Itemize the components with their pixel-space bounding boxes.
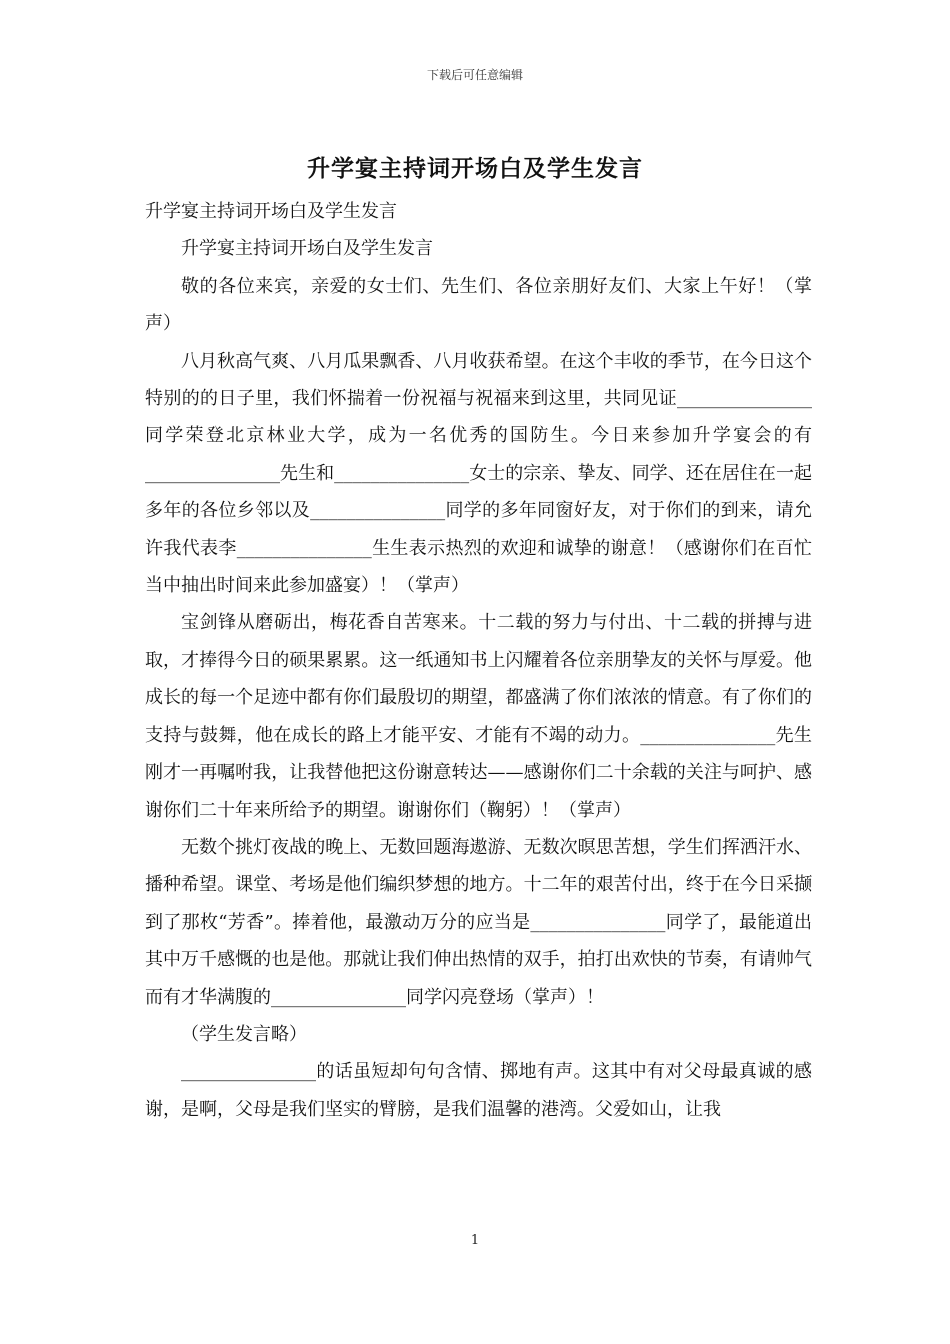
page-number: 1	[470, 1233, 480, 1248]
student-intro-paragraph: 无数个挑灯夜战的晚上、无数回题海遨游、无数次暝思苦想，学生们挥洒汗水、播种希望。课堂、考场是他们编织梦想的地方。十二年的艰苦付出，终于在今日采撷到了那枚“芳香”。捧着他，最激动万分的应当是_______________同学了，最能道出其中万千感慨的也是他。那就让我们伸出热情的双手，拍打出欢快的节奏，有请帅气而有才华满腹的_______________同学闪亮登场（掌声）！	[145, 836, 812, 1008]
document-title: 升学宴主持词开场白及学生发言	[307, 155, 643, 182]
page-header: 下载后可任意编辑	[426, 68, 523, 82]
subtitle-line-indented: 升学宴主持词开场白及学生发言	[181, 238, 433, 260]
closing-paragraph: _______________的话虽短却句句含情、掷地有声。这其中有对父母最真诚的感谢，是啊，父母是我们坚实的臂膀，是我们温馨的港湾。父爱如山，让我	[145, 1061, 812, 1120]
student-speech-note: （学生发言略）	[181, 1023, 307, 1045]
thanks-paragraph: 宝剑锋从磨砺出，梅花香自苦寒来。十二载的努力与付出、十二载的拼搏与进取，才捧得今日的硕果累累。这一纸通知书上闪耀着各位亲朋挚友的关怀与厚爱。他成长的每一个足迹中都有你们最殷切的期望，都盛满了你们浓浓的情意。有了你们的支持与鼓舞，他在成长的路上才能平安、才能有不竭的动力。_______________先生刚才一再嘱咐我，让我替他把这份谢意转达——感谢你们二十余载的关注与呵护、感谢你们二十年来所给予的期望。谢谢你们（鞠躬）！（掌声）	[145, 612, 812, 821]
opening-paragraph: 八月秋高气爽、八月瓜果飘香、八月收获希望。在这个丰收的季节，在今日这个特别的的日子里，我们怀揣着一份祝福与祝福来到这里，共同见证_______________同学荣登北京林业大学，成为一名优秀的国防生。今日来参加升学宴会的有_______________先生和_______________女士的宗亲、挚友、同学、还在居住在一起多年的各位乡邻以及_______________同学的多年同窗好友，对于你们的到来，请允许我代表李_______________生生表示热烈的欢迎和诚挚的谢意！（感谢你们在百忙当中抽出时间来此参加盛宴）！（掌声）	[145, 350, 812, 597]
document-body	[145, 193, 812, 1128]
greeting-paragraph: 敬的各位来宾，亲爱的女士们、先生们、各位亲朋好友们、大家上午好！（掌声）	[145, 275, 812, 335]
subtitle-line: 升学宴主持词开场白及学生发言	[145, 201, 397, 222]
